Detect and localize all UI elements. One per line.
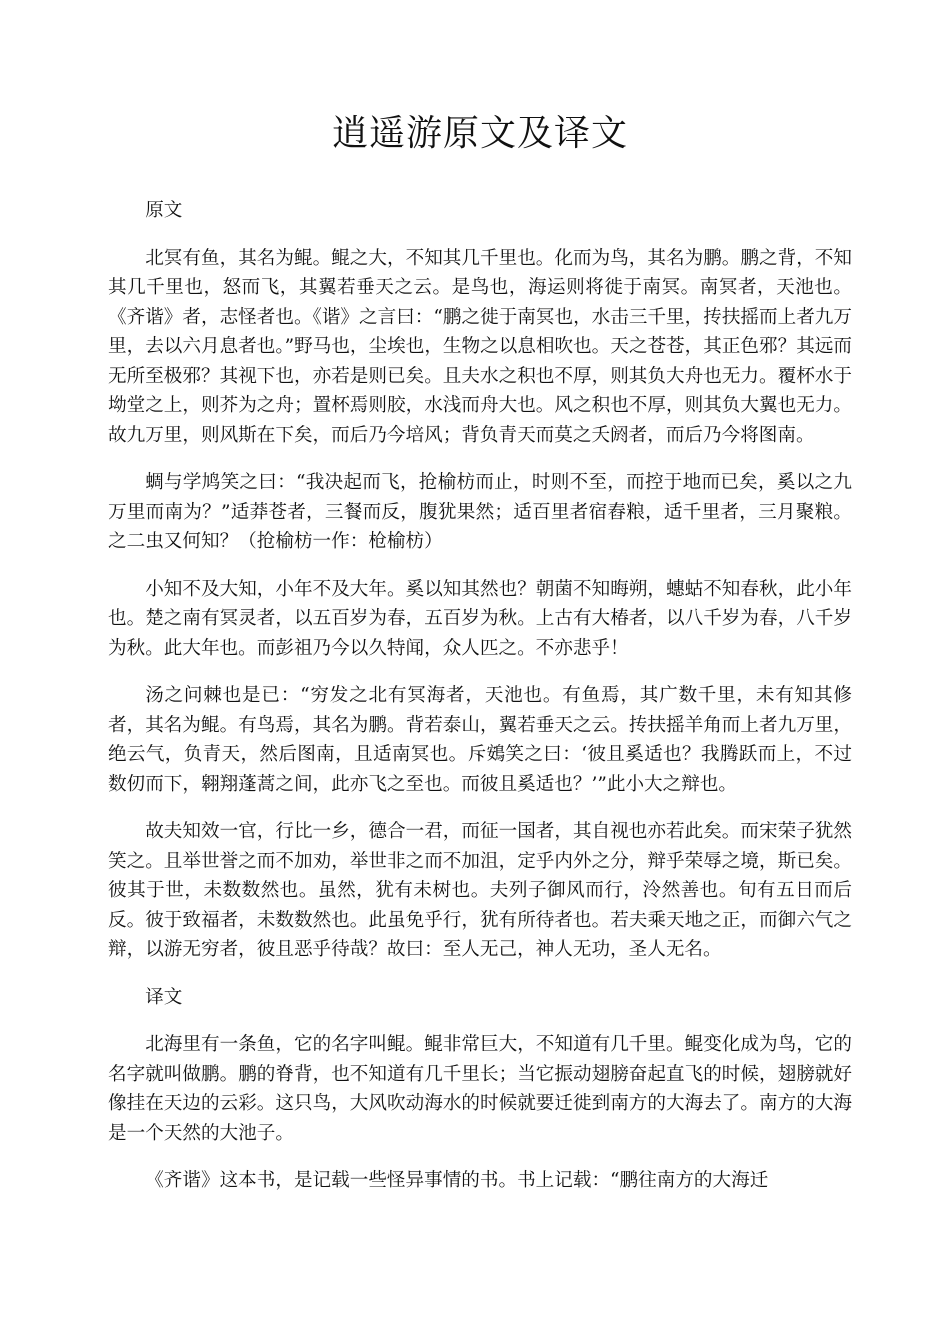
- original-paragraph-5: 故夫知效一官，行比一乡，德合一君，而征一国者，其自视也亦若此矣。而宋荣子犹然笑之。且举世誉之而不加劝，举世非之而不加沮，定乎内外之分，辩乎荣辱之境，斯已矣。彼其于世，未数数然也。虽然，犹有未树也。夫列子御风而行，泠然善也。旬有五日而后反。彼于致福者，未数数然也。此虽免乎行，犹有所待者也。若夫乘天地之正，而御六气之辩，以游无穷者，彼且恶乎待哉？故曰：至人无己，神人无功，圣人无名。: [108, 821, 852, 960]
- section-heading-original: 原文: [145, 200, 183, 221]
- original-paragraph-4: 汤之问棘也是已：“穷发之北有冥海者，天池也。有鱼焉，其广数千里，未有知其修者，其名为鲲。有鸟焉，其名为鹏。背若泰山，翼若垂天之云。抟扶摇羊角而上者九万里，绝云气，负青天，然后图南，且适南冥也。斥鴳笑之曰：‘彼且奚适也？我腾跃而上，不过数仞而下，翱翔蓬蒿之间，此亦飞之至也。而彼且奚适也？’”此小大之辩也。: [108, 685, 852, 795]
- page-title: 逍遥游原文及译文: [331, 113, 628, 154]
- original-paragraph-3: 小知不及大知，小年不及大年。奚以知其然也？朝菌不知晦朔，蟪蛄不知春秋，此小年也。楚之南有冥灵者，以五百岁为春，五百岁为秋。上古有大椿者，以八千岁为春，八千岁为秋。此大年也。而彭祖乃今以久特闻，众人匹之。不亦悲乎！: [108, 578, 852, 659]
- original-paragraph-1: 北冥有鱼，其名为鲲。鲲之大，不知其几千里也。化而为鸟，其名为鹏。鹏之背，不知其几千里也，怒而飞，其翼若垂天之云。是鸟也，海运则将徙于南冥。南冥者，天池也。《齐谐》者，志怪者也。《谐》之言曰：“鹏之徙于南冥也，水击三千里，抟扶摇而上者九万里，去以六月息者也。”野马也，尘埃也，生物之以息相吹也。天之苍苍，其正色邪？其远而无所至极邪？其视下也，亦若是则已矣。且夫水之积也不厚，则其负大舟也无力。覆杯水于坳堂之上，则芥为之舟；置杯焉则胶，水浅而舟大也。风之积也不厚，则其负大翼也无力。故九万里，则风斯在下矣，而后乃今培风；背负青天而莫之夭阏者，而后乃今将图南。: [108, 247, 852, 446]
- translation-paragraph-2: 《齐谐》这本书，是记载一些怪异事情的书。书上记载：“鹏往南方的大海迁: [145, 1170, 769, 1191]
- original-paragraph-2: 蜩与学鸠笑之曰：“我决起而飞，抢榆枋而止，时则不至，而控于地而已矣，奚以之九万里而南为？”适莽苍者，三餐而反，腹犹果然；适百里者宿舂粮，适千里者，三月聚粮。之二虫又何知？（抢榆枋一作：枪榆枋）: [108, 472, 852, 552]
- translation-paragraph-1: 北海里有一条鱼，它的名字叫鲲。鲲非常巨大，不知道有几千里。鲲变化成为鸟，它的名字就叫做鹏。鹏的脊背，也不知道有几千里长；当它振动翅膀奋起直飞的时候，翅膀就好像挂在天边的云彩。这只鸟，大风吹动海水的时候就要迁徙到南方的大海去了。南方的大海是一个天然的大池子。: [108, 1034, 852, 1144]
- section-heading-translation: 译文: [145, 986, 183, 1008]
